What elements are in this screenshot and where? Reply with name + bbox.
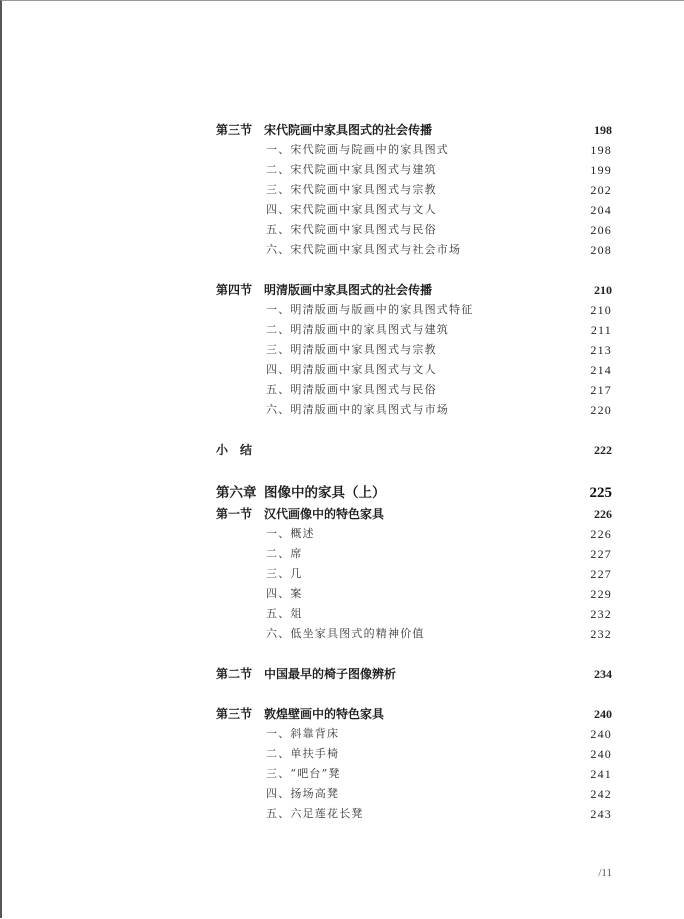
toc-item[interactable] <box>216 584 612 604</box>
section-title: 汉代画像中的特色家具 <box>264 507 385 521</box>
chapter-title: 图像中的家具（上） <box>264 485 386 501</box>
item-title: 六、宋代院画中家具图式与社会市场 <box>266 243 462 256</box>
toc-summary[interactable] <box>216 440 612 460</box>
toc-section-heading[interactable] <box>216 704 612 724</box>
toc-item[interactable] <box>216 340 612 360</box>
page-number: 210 <box>590 303 612 317</box>
item-title: 四、案 <box>266 587 303 600</box>
section-title: 明清版画中家具图式的社会传播 <box>264 283 433 297</box>
page-number: 204 <box>590 203 612 217</box>
page-number: 232 <box>590 607 612 621</box>
toc-item[interactable] <box>216 400 612 420</box>
section-label: 第四节 <box>216 283 253 297</box>
item-title: 三、“吧台”凳 <box>266 767 341 780</box>
page-number: 206 <box>590 223 612 237</box>
page-number: 202 <box>590 183 612 197</box>
spacer <box>216 460 612 482</box>
chapter-page-number: 225 <box>589 485 612 501</box>
page-number: 243 <box>590 807 612 821</box>
section-title: 宋代院画中家具图式的社会传播 <box>264 123 433 137</box>
item-title: 一、斜靠背床 <box>266 727 340 740</box>
toc-item[interactable] <box>216 200 612 220</box>
item-title: 六、明清版画中的家具图式与市场 <box>266 403 449 416</box>
item-title: 三、几 <box>266 567 303 580</box>
summary-label: 小 结 <box>216 443 253 457</box>
toc-item[interactable] <box>216 724 612 744</box>
page-number: 242 <box>590 787 612 801</box>
section-label: 第三节 <box>216 707 253 721</box>
page-number: 226 <box>594 507 612 521</box>
page-number: 210 <box>594 283 612 297</box>
section-title: 敦煌壁画中的特色家具 <box>264 707 385 721</box>
item-title: 二、宋代院画中家具图式与建筑 <box>266 163 437 176</box>
page-number: 241 <box>590 767 612 781</box>
item-title: 五、宋代院画中家具图式与民俗 <box>266 223 437 236</box>
section-label: 第二节 <box>216 667 253 681</box>
chapter-label: 第六章 <box>216 485 257 501</box>
page-number: 240 <box>590 727 612 741</box>
page-number: 208 <box>590 243 612 257</box>
toc-item[interactable] <box>216 804 612 824</box>
toc-item[interactable] <box>216 240 612 260</box>
page-number: 232 <box>590 627 612 641</box>
toc-section-heading[interactable] <box>216 664 612 684</box>
item-title: 一、明清版画与版画中的家具图式特征 <box>266 303 474 316</box>
item-title: 四、明清版画中家具图式与文人 <box>266 363 437 376</box>
toc-item[interactable] <box>216 744 612 764</box>
page-number: 214 <box>590 363 612 377</box>
toc-item[interactable] <box>216 380 612 400</box>
section-label: 第一节 <box>216 507 253 521</box>
item-title: 五、六足莲花长凳 <box>266 807 364 820</box>
toc-chapter-heading[interactable] <box>216 482 612 504</box>
table-of-contents <box>216 120 612 824</box>
toc-section-heading[interactable] <box>216 120 612 140</box>
item-title: 二、席 <box>266 547 303 560</box>
item-title: 一、概述 <box>266 527 315 540</box>
section-label: 第三节 <box>216 123 253 137</box>
toc-item[interactable] <box>216 524 612 544</box>
page-number: 213 <box>590 343 612 357</box>
item-title: 四、宋代院画中家具图式与文人 <box>266 203 437 216</box>
toc-section-heading[interactable] <box>216 504 612 524</box>
spacer <box>216 420 612 440</box>
page-number: 217 <box>590 383 612 397</box>
section-title: 中国最早的椅子图像辨析 <box>264 667 397 681</box>
page-number: 226 <box>590 527 612 541</box>
item-title: 五、俎 <box>266 607 303 620</box>
page-number: 227 <box>590 547 612 561</box>
toc-item[interactable] <box>216 300 612 320</box>
toc-item[interactable] <box>216 160 612 180</box>
toc-item[interactable] <box>216 360 612 380</box>
item-title: 六、低坐家具图式的精神价值 <box>266 627 425 640</box>
spacer <box>216 684 612 704</box>
item-title: 三、明清版画中家具图式与宗教 <box>266 343 437 356</box>
page-number: 198 <box>594 123 612 137</box>
toc-item[interactable] <box>216 764 612 784</box>
page-number: 234 <box>594 667 612 681</box>
footer-page-marker: /11 <box>598 867 612 879</box>
toc-item[interactable] <box>216 784 612 804</box>
page-number: 240 <box>590 747 612 761</box>
toc-item[interactable] <box>216 544 612 564</box>
item-title: 三、宋代院画中家具图式与宗教 <box>266 183 437 196</box>
page-number: 227 <box>590 567 612 581</box>
item-title: 一、宋代院画与院画中的家具图式 <box>266 143 449 156</box>
item-title: 二、明清版画中的家具图式与建筑 <box>266 323 449 336</box>
page-number: 199 <box>590 163 612 177</box>
toc-item[interactable] <box>216 220 612 240</box>
item-title: 五、明清版画中家具图式与民俗 <box>266 383 437 396</box>
toc-item[interactable] <box>216 624 612 644</box>
toc-item[interactable] <box>216 320 612 340</box>
page-number: 198 <box>590 143 612 157</box>
spacer <box>216 644 612 664</box>
toc-item[interactable] <box>216 604 612 624</box>
page-number: 222 <box>594 443 612 457</box>
item-title: 四、扬场高凳 <box>266 787 340 800</box>
page-number: 211 <box>590 323 612 337</box>
toc-item[interactable] <box>216 564 612 584</box>
item-title: 二、单扶手椅 <box>266 747 340 760</box>
toc-item[interactable] <box>216 140 612 160</box>
toc-item[interactable] <box>216 180 612 200</box>
spacer <box>216 260 612 280</box>
page-number: 240 <box>594 707 612 721</box>
page-number: 220 <box>590 403 612 417</box>
page-number: 229 <box>590 587 612 601</box>
toc-section-heading[interactable] <box>216 280 612 300</box>
